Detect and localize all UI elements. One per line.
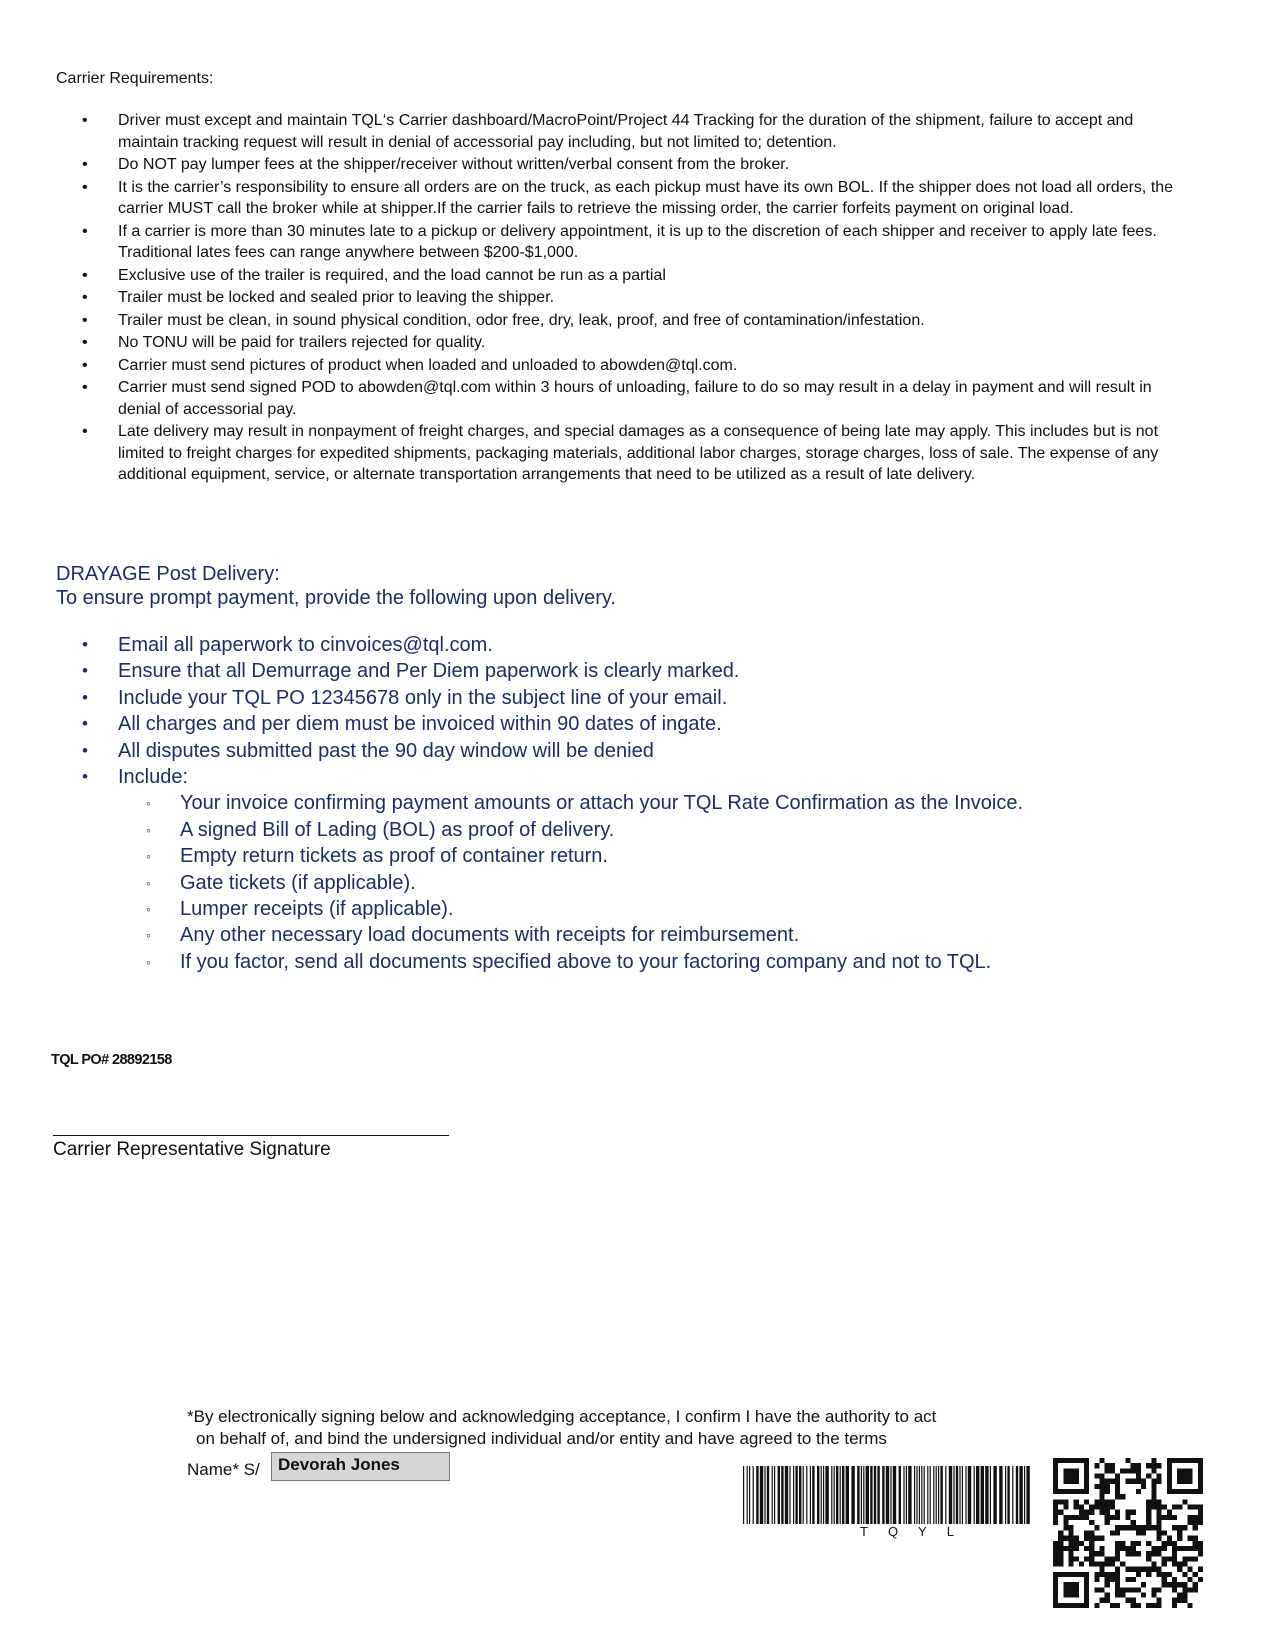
list-item: • Trailer must be locked and sealed prior to leaving the shipper.	[82, 289, 555, 306]
list-item: • Carrier must send signed POD to abowden@tql.com within 3 hours of unloading, failure to do so may result in a delay in payment and will result in denial of accessorial pay.	[82, 379, 1152, 418]
include-sub-list	[118, 790, 1236, 975]
signature-label: Carrier Representative Signature	[53, 1139, 331, 1160]
list-item: • Driver must except and maintain TQL‘s Carrier dashboard/MacroPoint/Project 44 Tracking for the duration of the shipment, failure to accept and maintain tracking request will result in denial of accessorial pay including, but not limited to; detention.	[82, 112, 1134, 151]
acceptance-line-2: on behalf of, and bind the undersigned individual and/or entity and have agreed to the terms	[196, 1429, 887, 1448]
barcode-text: TQYL	[860, 1524, 974, 1539]
list-item: • Trailer must be clean, in sound physical condition, odor free, dry, leak, proof, and free of contamination/infestation.	[82, 311, 925, 329]
qr-code-icon	[1053, 1458, 1203, 1608]
sub-list-item: ◦ Any other necessary load documents with receipts for reimbursement.	[146, 924, 800, 947]
list-item: • Do NOT pay lumper fees at the shipper/receiver without written/verbal consent from the broker.	[82, 156, 790, 173]
drayage-title: DRAYAGE Post Delivery:	[56, 563, 280, 585]
signature-line[interactable]	[53, 1135, 449, 1136]
list-item: • Include: ◦ Your invoice confirming payment amounts or attach your TQL Rate Confirmation as the Invoice. ◦ A signed Bill of Lading (BOL) as proof of delivery. ◦ Empty return tickets as proof of container return. ◦ Gate tickets (if applicable). ◦ Lumper receipts (if applicable). ◦ Any other necessary load documents with receipts for reimbursement. ◦ If you factor, send all documents specified above to your factoring company and not to TQL.	[56, 764, 1236, 975]
list-item: • Carrier must send pictures of product when loaded and unloaded to abowden@tql.com.	[82, 356, 738, 374]
sub-list-item: ◦ If you factor, send all documents specified above to your factoring company and not to TQL.	[146, 950, 992, 973]
name-signature-field[interactable]: Devorah Jones	[271, 1452, 450, 1481]
acceptance-line-1: *By electronically signing below and acknowledging acceptance, I confirm I have the authority to act	[187, 1407, 937, 1426]
list-item: • All disputes submitted past the 90 day window will be denied	[82, 739, 654, 762]
acceptance-statement	[187, 1406, 936, 1450]
list-item: • Exclusive use of the trailer is required, and the load cannot be run as a partial	[82, 266, 666, 284]
list-item: • If a carrier is more than 30 minutes late to a pickup or delivery appointment, it is up to the discretion of each shipper and receiver to apply late fees. Traditional lates fees can range anywhere between $200-$1,000.	[82, 222, 1157, 261]
sub-list-item: ◦ Empty return tickets as proof of container return.	[146, 845, 608, 868]
barcode-icon	[743, 1466, 1033, 1524]
sub-list-item: ◦ A signed Bill of Lading (BOL) as proof of delivery.	[146, 818, 615, 841]
name-label: Name* S/	[187, 1460, 260, 1479]
list-item: • Email all paperwork to cinvoices@tql.com.	[82, 634, 493, 656]
po-number: TQL PO# 28892158	[51, 1052, 172, 1068]
list-item: • Include your TQL PO 12345678 only in the subject line of your email.	[82, 686, 728, 709]
list-item: • It is the carrier’s responsibility to ensure all orders are on the truck, as each pickup must have its own BOL. If the shipper does not load all orders, the carrier MUST call the broker while at shipper.If the carrier fails to retrieve the missing order, the carrier forfeits payment on original load.	[82, 178, 1174, 217]
drayage-list	[56, 632, 1236, 975]
drayage-subtitle: To ensure prompt payment, provide the following upon delivery.	[56, 587, 616, 609]
sub-list-item: ◦ Your invoice confirming payment amounts or attach your TQL Rate Confirmation as the Invoice.	[146, 792, 1024, 815]
sub-list-item: ◦ Lumper receipts (if applicable).	[146, 898, 454, 921]
list-item: • No TONU will be paid for trailers rejected for quality.	[82, 334, 486, 351]
sub-list-item: ◦ Gate tickets (if applicable).	[146, 871, 416, 894]
carrier-requirements-heading: Carrier Requirements:	[56, 70, 214, 87]
list-item: • Late delivery may result in nonpayment of freight charges, and special damages as a consequence of being late may apply. This includes but is not limited to freight charges for expedited shipments, packaging materials, additional labor charges, storage charges, loss of sale. The expense of any additional equipment, service, or alternate transportation arrangements that need to be utilized as a result of late delivery.	[82, 423, 1159, 483]
list-item: • All charges and per diem must be invoiced within 90 dates of ingate.	[82, 713, 722, 736]
carrier-requirements-list	[56, 110, 1196, 487]
list-item: • Ensure that all Demurrage and Per Diem paperwork is clearly marked.	[82, 660, 740, 683]
